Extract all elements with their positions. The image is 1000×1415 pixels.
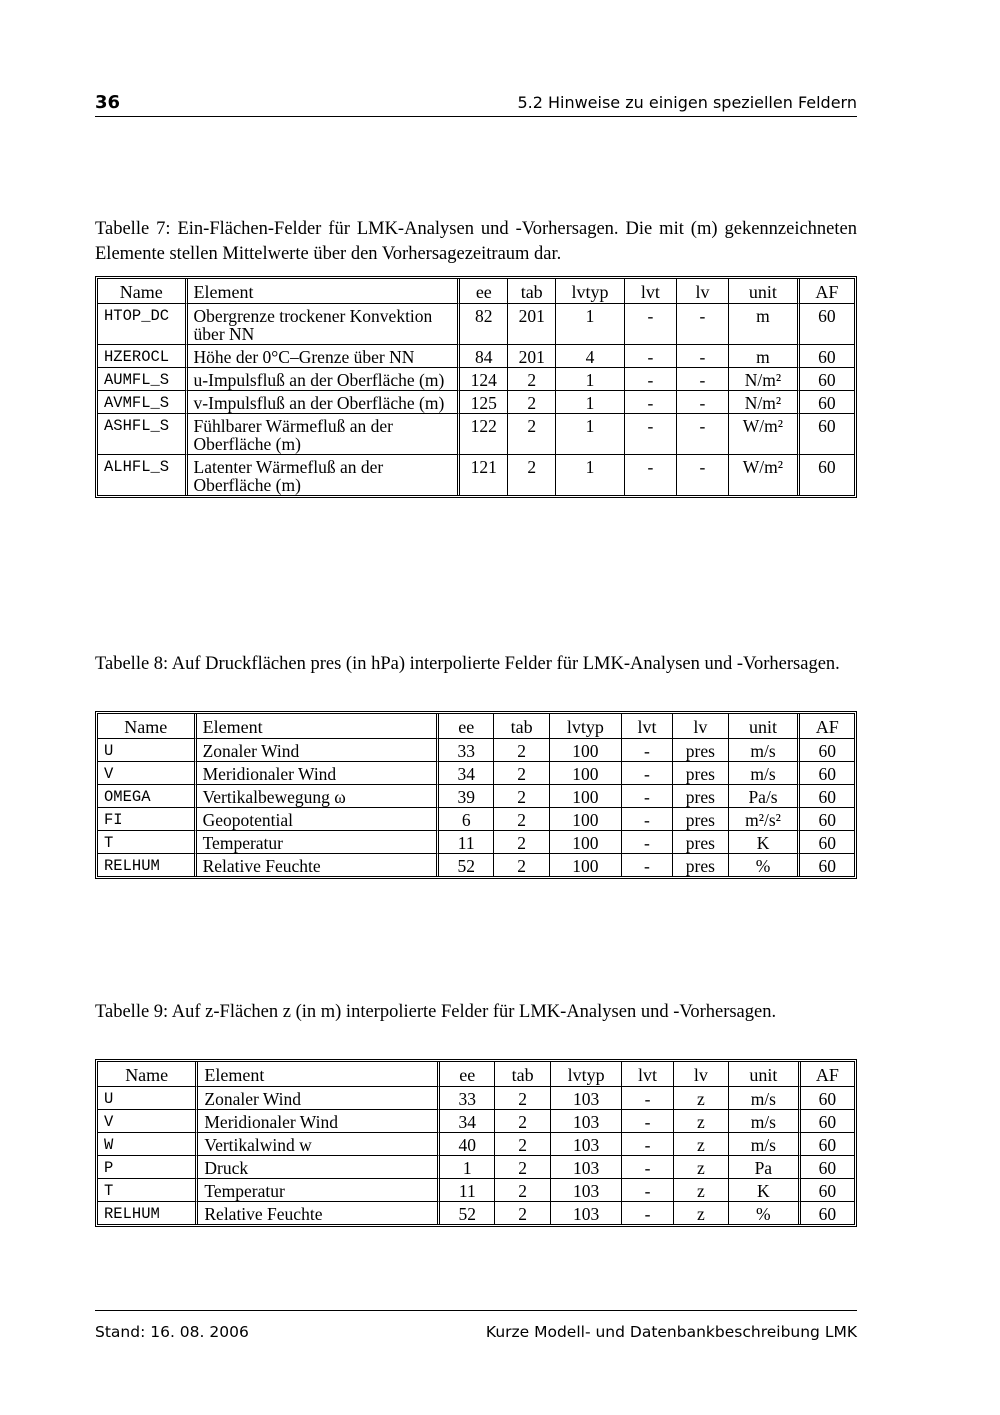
table-cell: Geopotential [197, 808, 439, 831]
table-cell: 100 [550, 739, 622, 762]
table-cell: 60 [800, 368, 854, 391]
table-row [98, 1179, 854, 1202]
table-cell: - [677, 414, 729, 455]
table-cell: m/s [729, 1133, 801, 1156]
page-footer [95, 1310, 857, 1341]
table-cell: - [622, 854, 673, 876]
table-cell: Zonaler Wind [197, 739, 439, 762]
table-cell: 2 [495, 1087, 550, 1110]
table-cell: N/m² [729, 391, 800, 414]
table-cell: Latenter Wärmefluß an der Oberfläche (m) [188, 455, 461, 495]
section-title: 5.2 Hinweise zu einigen speziellen Feldern [517, 93, 857, 112]
table-cell: 2 [494, 739, 549, 762]
table-cell: AVMFL_S [98, 391, 188, 414]
table-cell: m/s [729, 1087, 801, 1110]
table-cell: 60 [800, 831, 854, 854]
table7 [95, 276, 857, 498]
table-cell: 103 [551, 1156, 623, 1179]
column-header: AF [800, 714, 854, 739]
table-cell: m/s [729, 1110, 801, 1133]
table-cell: - [622, 1202, 673, 1224]
table-cell: RELHUM [98, 854, 197, 876]
table-cell: z [674, 1156, 729, 1179]
table-cell: - [677, 368, 729, 391]
table-cell: T [98, 831, 197, 854]
table-cell: U [98, 1087, 198, 1110]
table-cell: 60 [800, 762, 854, 785]
table-cell: 103 [551, 1179, 623, 1202]
table-row [98, 785, 854, 808]
table-cell: 6 [439, 808, 494, 831]
table-cell: Relative Feuchte [197, 854, 439, 876]
table-cell: 100 [550, 762, 622, 785]
table-row [98, 831, 854, 854]
table-cell: 100 [550, 808, 622, 831]
table-cell: 1 [556, 455, 625, 495]
table-row [98, 368, 854, 391]
table-row [98, 455, 854, 495]
table-cell: 11 [440, 1179, 495, 1202]
table-cell: 60 [801, 1133, 854, 1156]
table-cell: Meridionaler Wind [197, 762, 439, 785]
table-cell: 103 [551, 1110, 623, 1133]
table-row [98, 808, 854, 831]
page-number: 36 [95, 92, 121, 113]
table-cell: V [98, 1110, 198, 1133]
table-cell: 2 [508, 391, 556, 414]
table-cell: 60 [800, 391, 854, 414]
table-cell: 100 [550, 785, 622, 808]
table-cell: Obergrenze trockener Konvektion über NN [188, 304, 461, 345]
column-header: Name [98, 714, 197, 739]
table-cell: - [625, 368, 677, 391]
table-cell: 2 [508, 414, 556, 455]
table-cell: OMEGA [98, 785, 197, 808]
table-cell: Druck [198, 1156, 440, 1179]
table-cell: HZEROCL [98, 345, 188, 368]
table-cell: Temperatur [197, 831, 439, 854]
table-row [98, 1202, 854, 1224]
table-cell: 103 [551, 1087, 623, 1110]
table9-caption: Tabelle 9: Auf z-Flächen z (in m) interpolierte Felder für LMK-Analysen und -Vorhersagen. [95, 1002, 777, 1022]
table-row [98, 1156, 854, 1179]
table-cell: pres [673, 785, 728, 808]
table-cell: P [98, 1156, 198, 1179]
column-header: lv [677, 279, 729, 304]
table-cell: 60 [800, 739, 854, 762]
table-cell: - [625, 304, 677, 345]
table-cell: U [98, 739, 197, 762]
table-cell: 60 [800, 345, 854, 368]
running-head [95, 92, 857, 117]
table-cell: W [98, 1133, 198, 1156]
table-cell: m/s [729, 762, 801, 785]
table-cell: v-Impulsfluß an der Oberfläche (m) [188, 391, 461, 414]
table-row [98, 1087, 854, 1110]
table-row [98, 739, 854, 762]
table-cell: - [622, 831, 673, 854]
table-header-row [98, 279, 854, 304]
table8 [95, 711, 857, 879]
table-cell: 103 [551, 1133, 623, 1156]
table-cell: pres [673, 831, 728, 854]
table-cell: 2 [494, 854, 549, 876]
table-cell: 1 [556, 368, 625, 391]
table-cell: % [729, 854, 801, 876]
table-cell: Höhe der 0°C–Grenze über NN [188, 345, 461, 368]
table-cell: 1 [556, 391, 625, 414]
table-cell: T [98, 1179, 198, 1202]
table-cell: Pa/s [729, 785, 801, 808]
table-row [98, 1110, 854, 1133]
table-cell: 1 [556, 304, 625, 345]
table-cell: z [674, 1179, 729, 1202]
table-cell: - [677, 455, 729, 495]
table-cell: RELHUM [98, 1202, 198, 1224]
column-header: lv [673, 714, 728, 739]
table-cell: ALHFL_S [98, 455, 188, 495]
table-cell: 60 [818, 1204, 837, 1224]
table-cell: 60 [801, 1110, 854, 1133]
table-cell: 201 [508, 345, 556, 368]
table-cell: - [622, 785, 673, 808]
column-header: tab [508, 279, 556, 304]
table-cell: 121 [460, 455, 508, 495]
table-cell: 84 [460, 345, 508, 368]
table-cell: 100 [550, 831, 622, 854]
table-cell: W/m² [729, 414, 800, 455]
table-cell: Zonaler Wind [198, 1087, 440, 1110]
table-cell: V [98, 762, 197, 785]
table-cell: - [622, 1133, 673, 1156]
table-cell: 11 [439, 831, 494, 854]
table-cell: 100 [550, 854, 622, 876]
column-header: Name [98, 279, 188, 304]
table-cell: 34 [440, 1110, 495, 1133]
table-cell: K [729, 1179, 801, 1202]
table-cell: 52 [440, 1202, 495, 1224]
table-cell: 125 [460, 391, 508, 414]
table-cell: 1 [556, 414, 625, 455]
table-cell: 60 [800, 414, 854, 455]
table-cell: 2 [495, 1133, 550, 1156]
column-header: tab [495, 1062, 550, 1087]
table-cell: 2 [494, 785, 549, 808]
table-cell: - [622, 808, 673, 831]
table-cell: Meridionaler Wind [198, 1110, 440, 1133]
table-cell: - [622, 1156, 673, 1179]
table-cell: z [674, 1133, 729, 1156]
footer-doc-title: Kurze Modell- und Datenbankbeschreibung LMK [485, 1323, 857, 1341]
table-cell: 60 [800, 304, 854, 345]
table-cell: K [729, 831, 801, 854]
table-cell: 1 [440, 1156, 495, 1179]
table-cell: pres [673, 808, 728, 831]
table-cell: z [674, 1110, 729, 1133]
column-header: Name [98, 1062, 198, 1087]
table-cell: z [674, 1202, 729, 1224]
table-cell: m [729, 304, 800, 345]
footer-date: Stand: 16. 08. 2006 [95, 1323, 249, 1341]
table-cell: pres [673, 762, 728, 785]
table-row [98, 391, 854, 414]
table-cell: - [625, 345, 677, 368]
table-cell: 201 [508, 304, 556, 345]
table-cell: 60 [801, 1156, 854, 1179]
column-header: AF [801, 1062, 854, 1087]
table-cell: Temperatur [198, 1179, 440, 1202]
table-cell: 122 [460, 414, 508, 455]
table-cell: 60 [801, 1087, 854, 1110]
table-cell: 2 [494, 831, 549, 854]
table-cell: - [625, 455, 677, 495]
table-cell: Relative Feuchte [198, 1202, 440, 1224]
column-header: unit [729, 1062, 801, 1087]
table-cell: - [622, 1179, 673, 1202]
table-row [98, 414, 854, 455]
column-header: tab [494, 714, 549, 739]
table-cell: 2 [495, 1202, 550, 1224]
table-row [98, 1133, 854, 1156]
table-cell: 60 [800, 808, 854, 831]
column-header: unit [729, 279, 800, 304]
table-cell: - [677, 345, 729, 368]
table-row [98, 304, 854, 345]
table-row [98, 762, 854, 785]
table-cell: % [729, 1202, 801, 1224]
table-cell: - [625, 414, 677, 455]
column-header: lv [674, 1062, 729, 1087]
table-cell: - [622, 1087, 673, 1110]
table-cell: pres [673, 854, 728, 876]
table-cell: 33 [439, 739, 494, 762]
table-cell: HTOP_DC [98, 304, 188, 345]
table-cell: 40 [440, 1133, 495, 1156]
table-cell: 34 [439, 762, 494, 785]
column-header: lvt [622, 714, 673, 739]
table-cell: 2 [495, 1179, 550, 1202]
table-cell: - [622, 739, 673, 762]
table-cell: Fühlbarer Wärmefluß an der Oberfläche (m) [188, 414, 461, 455]
table7-caption: Tabelle 7: Ein-Flächen-Felder für LMK-Analysen und -Vorhersagen. Die mit (m) gekennzeichneten Elemente stellen Mittelwerte über den Vorhersagezeitraum dar. [95, 219, 857, 264]
column-header: lvtyp [556, 279, 625, 304]
table-cell: 39 [439, 785, 494, 808]
table-cell: 2 [495, 1110, 550, 1133]
column-header: ee [460, 279, 508, 304]
table-cell: m/s [729, 739, 801, 762]
table-cell: Pa [729, 1156, 801, 1179]
column-header: lvtyp [550, 714, 622, 739]
column-header: lvt [622, 1062, 673, 1087]
table-header-row [98, 714, 854, 739]
column-header: ee [439, 714, 494, 739]
table-cell: z [674, 1087, 729, 1110]
table-cell: 33 [440, 1087, 495, 1110]
table-row [98, 854, 854, 876]
table9 [95, 1059, 857, 1227]
table-cell: - [622, 762, 673, 785]
column-header: AF [800, 279, 854, 304]
table-cell: 2 [508, 455, 556, 495]
table-cell: 103 [551, 1202, 623, 1224]
table-cell: pres [673, 739, 728, 762]
table-cell: - [625, 391, 677, 414]
table-cell: 2 [508, 368, 556, 391]
table-cell: 60 [818, 457, 836, 477]
table-cell: m [729, 345, 800, 368]
table-cell: 124 [460, 368, 508, 391]
table-cell: N/m² [729, 368, 800, 391]
table-cell: 60 [818, 856, 836, 876]
table-cell: - [677, 391, 729, 414]
column-header: lvt [625, 279, 677, 304]
table-cell: - [677, 304, 729, 345]
table-row [98, 345, 854, 368]
column-header: Element [198, 1062, 440, 1087]
column-header: Element [188, 279, 461, 304]
table-cell: Vertikalbewegung ω [197, 785, 439, 808]
table-cell: u-Impulsfluß an der Oberfläche (m) [188, 368, 461, 391]
table-cell: 2 [494, 762, 549, 785]
table-cell: 60 [800, 785, 854, 808]
table-cell: 2 [494, 808, 549, 831]
column-header: Element [197, 714, 439, 739]
table-cell: Vertikalwind w [198, 1133, 440, 1156]
table-cell: - [622, 1110, 673, 1133]
table-cell: m²/s² [729, 808, 801, 831]
table-cell: 2 [495, 1156, 550, 1179]
table-cell: W/m² [729, 455, 800, 495]
table-cell: ASHFL_S [98, 414, 188, 455]
table-cell: 82 [460, 304, 508, 345]
table-cell: AUMFL_S [98, 368, 188, 391]
table-cell: FI [98, 808, 197, 831]
table-cell: 4 [556, 345, 625, 368]
column-header: ee [440, 1062, 495, 1087]
table-cell: 52 [439, 854, 494, 876]
table-header-row [98, 1062, 854, 1087]
table-cell: 60 [801, 1179, 854, 1202]
column-header: unit [729, 714, 801, 739]
column-header: lvtyp [551, 1062, 623, 1087]
table8-caption: Tabelle 8: Auf Druckflächen pres (in hPa) interpolierte Felder für LMK-Analysen und -Vorhersagen. [95, 654, 840, 674]
